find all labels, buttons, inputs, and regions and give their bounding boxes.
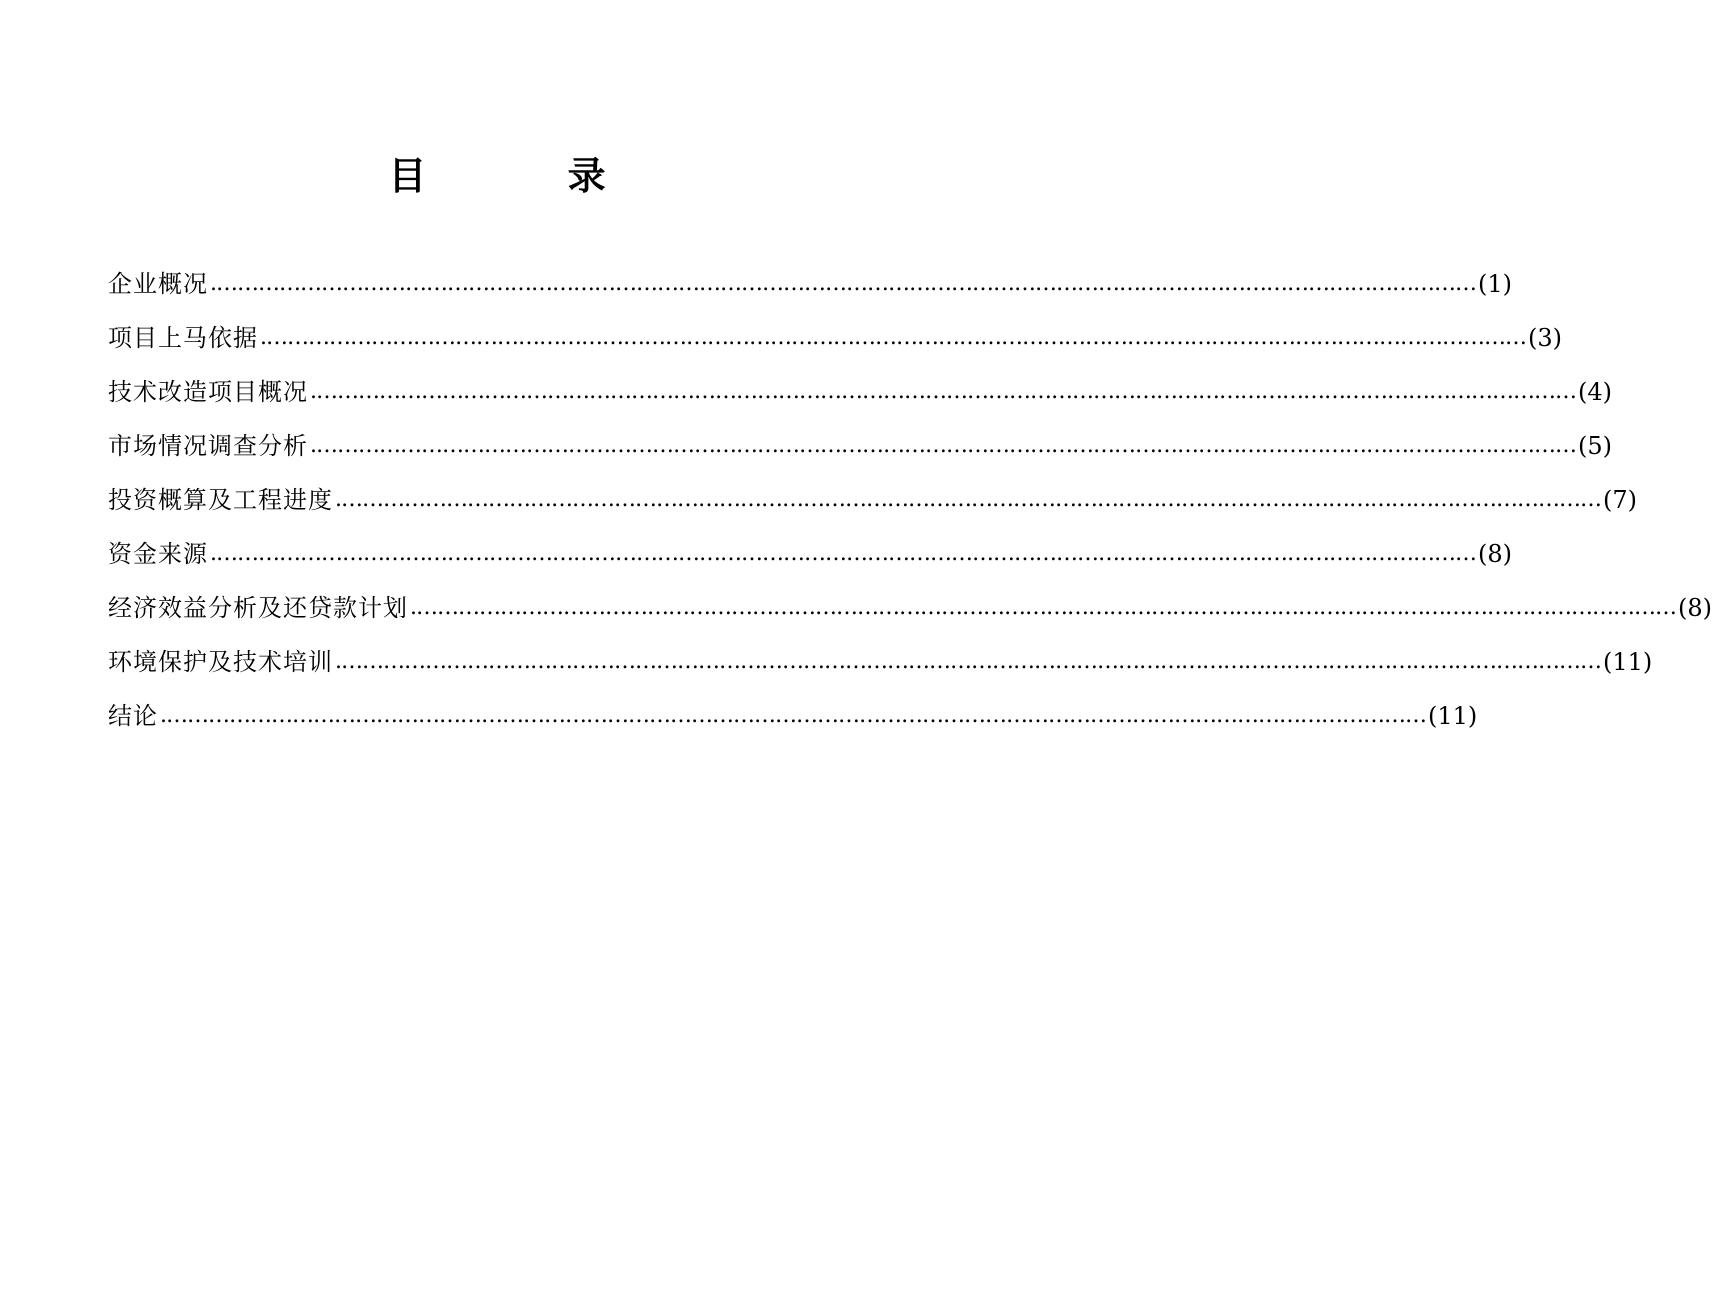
- toc-entry: [108, 419, 1612, 473]
- toc-leader-dots: ……………………………………………………………………………………………………………………………………………………………….: [310, 379, 1576, 404]
- toc-entry-page: (8): [1478, 540, 1512, 568]
- toc-entry-label: 市场情况调查分析: [108, 432, 308, 460]
- toc-entry: [108, 689, 1478, 743]
- toc-leader-dots: ……………………………………………………………………………………………………………………………………………………………….: [410, 595, 1676, 620]
- toc-leader-dots: ……………………………………………………………………………………………………………………………………………………………….: [160, 703, 1426, 728]
- toc-entry-label: 环境保护及技术培训: [108, 648, 333, 676]
- toc-entry-page: (11): [1428, 702, 1478, 730]
- toc-title: 目 录: [388, 154, 670, 198]
- toc-leader-dots: ……………………………………………………………………………………………………………………………………………………………….: [335, 649, 1601, 674]
- toc-entry-label: 企业概况: [108, 270, 208, 298]
- toc-leader-dots: ……………………………………………………………………………………………………………………………………………………………….: [210, 541, 1476, 566]
- toc-entry: [108, 473, 1637, 527]
- toc-entry-page: (1): [1478, 270, 1512, 298]
- toc-entry: [108, 311, 1562, 365]
- toc-entry: [108, 527, 1512, 581]
- toc-entry-page: (11): [1603, 648, 1653, 676]
- toc-entry-page: (3): [1528, 324, 1562, 352]
- toc-entry: [108, 257, 1512, 311]
- toc-entry-page: (7): [1603, 486, 1637, 514]
- toc-entry-label: 投资概算及工程进度: [108, 486, 333, 514]
- toc-entry-label: 经济效益分析及还贷款计划: [108, 594, 408, 622]
- toc-entry-page: (4): [1578, 378, 1612, 406]
- toc-leader-dots: ……………………………………………………………………………………………………………………………………………………………….: [260, 325, 1526, 350]
- toc-entry: [108, 581, 1712, 635]
- toc-entry-label: 资金来源: [108, 540, 208, 568]
- toc-entry-page: (5): [1578, 432, 1612, 460]
- toc-entry-label: 结论: [108, 702, 158, 730]
- toc-entry-label: 技术改造项目概况: [108, 378, 308, 406]
- toc-leader-dots: ……………………………………………………………………………………………………………………………………………………………….: [335, 487, 1601, 512]
- toc-entry-label: 项目上马依据: [108, 324, 258, 352]
- toc-entry-page: (8): [1678, 594, 1712, 622]
- toc-entry: [108, 365, 1612, 419]
- table-of-contents: [108, 257, 1712, 743]
- toc-entry: [108, 635, 1653, 689]
- toc-leader-dots: ……………………………………………………………………………………………………………………………………………………………….: [210, 271, 1476, 296]
- toc-leader-dots: ……………………………………………………………………………………………………………………………………………………………….: [310, 433, 1576, 458]
